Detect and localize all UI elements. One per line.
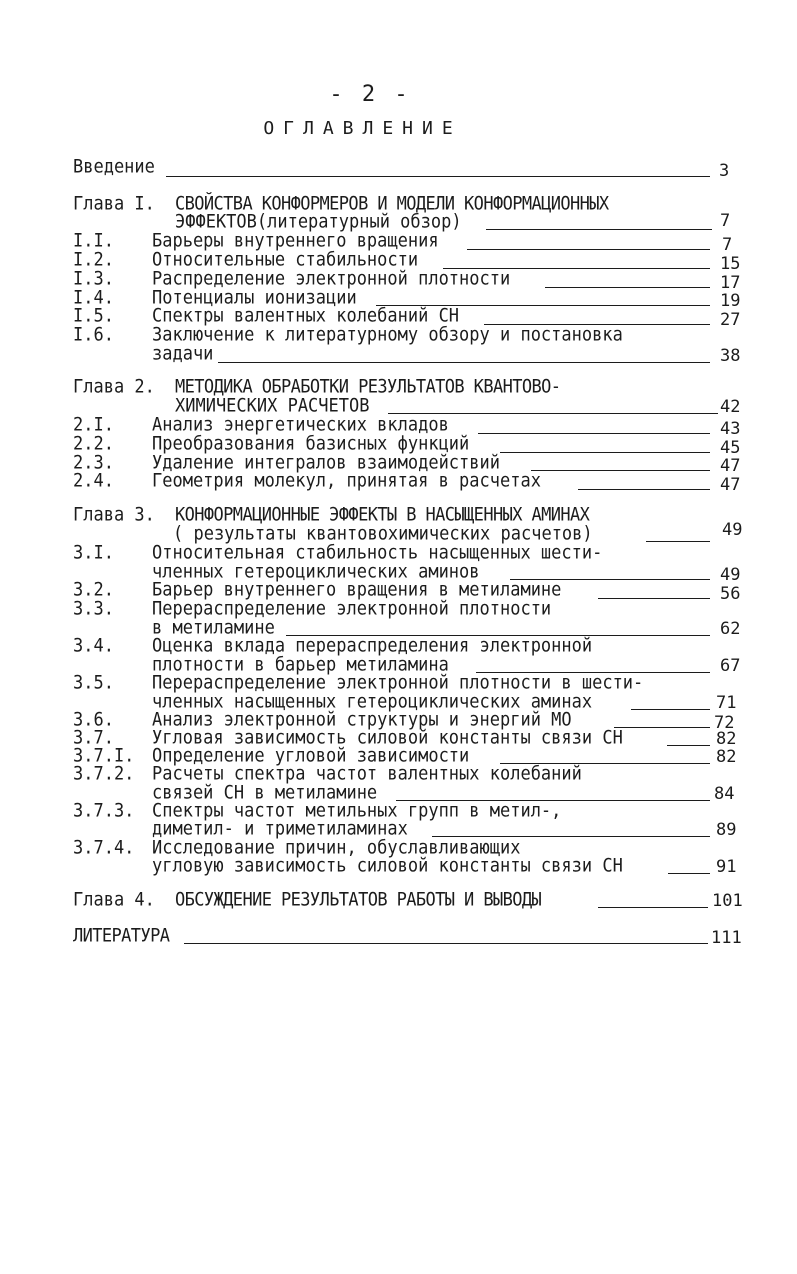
literature-label: ЛИТЕРАТУРА [73,924,170,947]
section-number: 3.3. [73,597,114,620]
section-number: 3.7. [73,726,114,749]
section-title: диметил- и триметиламинах [152,817,408,840]
section-title: Барьер внутреннего вращения в метиламине [152,578,562,601]
leader-line [614,727,710,728]
section-title: Относительные стабильности [152,248,419,271]
chapter-label: Глава I. [73,192,155,215]
page-ref: 89 [716,820,737,840]
page-ref: 19 [720,291,741,311]
leader-line [486,229,712,230]
section-number: 3.7.4. [73,836,135,859]
leader-line [545,287,710,288]
chapter-label: Глава 3. [73,503,155,526]
section-title: Исследование причин, обуславливающих [152,836,521,859]
page-ref: 47 [720,475,741,495]
section-title: задачи [152,342,214,365]
leader-line [646,541,710,542]
page-ref: 15 [720,254,741,274]
page-ref: 84 [714,784,735,804]
section-title: членных гетероциклических аминов [152,560,480,583]
leader-line [467,249,710,250]
section-title: Потенциалы ионизации [152,286,357,309]
page-number: - 2 - [329,82,411,107]
section-number: I.3. [73,267,114,290]
page-ref: 49 [722,520,743,540]
page-ref: 101 [712,891,743,911]
chapter-title: ЭФФЕКТОВ(литературный обзор) [175,210,462,233]
page-ref: 47 [720,456,741,476]
section-number: I.2. [73,248,114,271]
chapter-title: ОБСУЖДЕНИЕ РЕЗУЛЬТАТОВ РАБОТЫ И ВЫВОДЫ [175,888,542,911]
section-title: Анализ энергетических вкладов [152,413,449,436]
section-title: в метиламине [152,616,275,639]
section-number: 3.7.3. [73,799,135,822]
page-ref: 7 [720,211,731,231]
section-title: Спектры валентных колебаний СН [152,304,460,327]
section-title: Заключение к литературному обзору и постановка [152,323,623,346]
leader-line [531,470,710,471]
section-number: I.6. [73,323,114,346]
section-title: Определение угловой зависимости [152,744,470,767]
section-title: Относительная стабильность насыщенных шести- [152,541,603,564]
section-title: угловую зависимость силовой константы связи СН [152,854,623,877]
page-ref: 17 [720,273,741,293]
page-ref: 38 [720,346,741,366]
toc-entry-label: Введение [73,155,155,178]
chapter-title: ХИМИЧЕСКИХ РАСЧЕТОВ [175,394,370,417]
leader-line [184,943,708,944]
leader-line [578,489,710,490]
leader-line [631,709,710,710]
section-number: 3.7.I. [73,744,135,767]
section-number: 3.7.2. [73,762,135,785]
chapter-title: МЕТОДИКА ОБРАБОТКИ РЕЗУЛЬТАТОВ КВАНТОВО- [175,375,561,398]
page-ref: 72 [714,713,735,733]
section-title: Перераспределение электронной плотности в шести- [152,671,644,694]
section-number: I.I. [73,229,114,252]
section-title: членных насыщенных гетероциклических аминах [152,690,593,713]
leader-line [500,452,710,453]
section-title: Расчеты спектра частот валентных колебаний [152,762,582,785]
section-number: 3.4. [73,634,114,657]
page-ref: 7 [722,235,733,255]
section-number: 2.4. [73,469,114,492]
section-title: Анализ электронной структуры и энергий МО [152,708,572,731]
chapter-title: СВОЙСТВА КОНФОРМЕРОВ И МОДЕЛИ КОНФОРМАЦИОННЫХ [175,192,609,215]
leader-line [166,176,710,177]
page-ref: 82 [716,747,737,767]
section-title: Преобразования базисных функций [152,432,470,455]
page-ref: 111 [711,928,742,948]
page-ref: 82 [716,729,737,749]
toc-title: ОГЛАВЛЕНИЕ [263,118,462,139]
leader-line [218,362,710,363]
section-number: 3.5. [73,671,114,694]
section-title: связей СН в метиламине [152,781,378,804]
leader-line [598,598,710,599]
page-ref: 3 [719,161,730,181]
section-number: 3.2. [73,578,114,601]
page-ref: 49 [720,565,741,585]
chapter-label: Глава 2. [73,375,155,398]
section-number: I.4. [73,286,114,309]
page-ref: 56 [720,584,741,604]
section-number: I.5. [73,304,114,327]
section-title: Распределение электронной плотности [152,267,511,290]
section-title: Перераспределение электронной плотности [152,597,552,620]
chapter-title: ( результаты квантовохимических расчетов) [173,522,593,545]
leader-line [667,745,710,746]
chapter-title: КОНФОРМАЦИОННЫЕ ЭФФЕКТЫ В НАСЫЩЕННЫХ АМИНАХ [175,503,590,526]
page-ref: 71 [716,693,737,713]
section-title: плотности в барьер метиламина [152,653,449,676]
section-number: 2.2. [73,432,114,455]
section-title: Спектры частот метильных групп в метил-, [152,799,562,822]
page-ref: 62 [720,619,741,639]
section-title: Удаление интегралов взаимодействий [152,451,500,474]
page-ref: 27 [720,310,741,330]
leader-line [478,433,710,434]
section-title: Геометрия молекул, принятая в расчетах [152,469,541,492]
section-title: Барьеры внутреннего вращения [152,229,439,252]
section-number: 3.I. [73,541,114,564]
leader-line [668,873,710,874]
page-ref: 91 [716,857,737,877]
leader-line [598,907,708,908]
chapter-label: Глава 4. [73,888,155,911]
page-ref: 43 [720,419,741,439]
section-title: Оценка вклада перераспределения электронной [152,634,593,657]
page-ref: 67 [720,656,741,676]
section-number: 2.I. [73,413,114,436]
section-number: 3.6. [73,708,114,731]
page-ref: 42 [720,397,741,417]
page-ref: 45 [720,438,741,458]
section-title: Угловая зависимость силовой константы связи СН [152,726,623,749]
section-number: 2.3. [73,451,114,474]
